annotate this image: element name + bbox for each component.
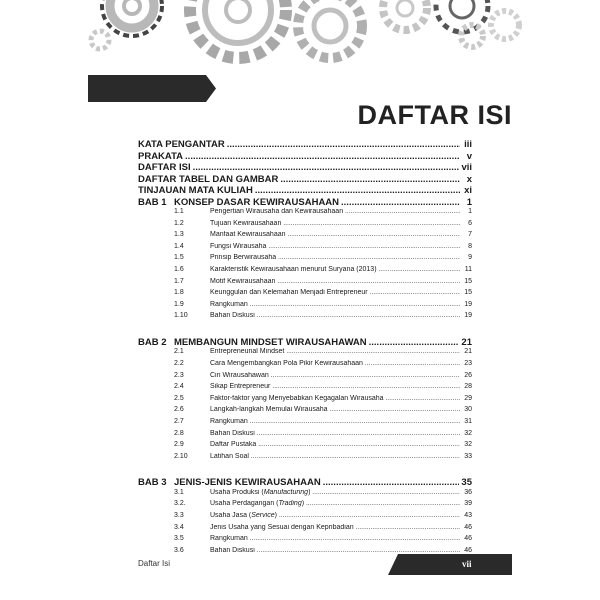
section-row xyxy=(174,254,472,266)
section-title-pre: Usaha Produksi ( xyxy=(210,488,264,496)
chapter-page: 21 xyxy=(461,336,472,348)
section-page: 29 xyxy=(464,394,472,402)
section-number: 3.2. xyxy=(174,500,186,508)
section-page: 39 xyxy=(464,500,472,508)
section-page: 11 xyxy=(464,265,472,273)
section-row xyxy=(174,243,472,255)
section-row xyxy=(174,372,472,384)
chapter-number: BAB 2 xyxy=(138,336,167,348)
dot-leader xyxy=(306,501,460,507)
section-title: Ciri Wirausahawan xyxy=(210,371,269,379)
section-page: 7 xyxy=(468,231,472,239)
section-title: Rangkuman xyxy=(210,535,248,543)
section-title-pre: Usaha Jasa ( xyxy=(210,512,252,520)
chapter-row xyxy=(138,197,472,209)
section-title: Prinsip Berwirausaha xyxy=(210,254,277,262)
dot-leader xyxy=(258,442,460,448)
section-list xyxy=(174,208,472,324)
section-title: Rangkuman xyxy=(210,300,248,308)
chapter-number: BAB 3 xyxy=(138,477,167,489)
section-number: 1.4 xyxy=(174,242,184,250)
dot-leader xyxy=(268,244,460,250)
footer-section-label: Daftar Isi xyxy=(138,559,171,568)
section-title-post: ) xyxy=(274,512,277,520)
dot-leader xyxy=(250,302,460,308)
gear-icon-large xyxy=(190,0,286,58)
front-matter-label: DAFTAR ISI xyxy=(138,162,191,173)
section-page: 36 xyxy=(464,488,472,496)
section-title: Sikap Entrepreneur xyxy=(210,383,271,391)
section-row xyxy=(174,220,472,232)
section-page: 21 xyxy=(464,348,472,356)
section-row xyxy=(174,418,472,430)
section-title-italic: Service xyxy=(251,512,275,520)
section-number: 1.8 xyxy=(174,289,184,297)
section-page: 32 xyxy=(464,429,472,437)
section-page: 32 xyxy=(464,441,472,449)
section-number: 2.3 xyxy=(174,371,184,379)
dot-leader xyxy=(286,349,460,355)
section-title-italic: Manufacturing xyxy=(263,488,309,496)
front-matter-label: DAFTAR TABEL DAN GAMBAR xyxy=(138,173,279,185)
chapter-row xyxy=(138,477,472,489)
section-row xyxy=(174,289,472,301)
front-matter-label: TINJAUAN MATA KULIAH xyxy=(138,185,253,196)
dot-leader xyxy=(272,384,460,390)
section-row xyxy=(174,453,472,465)
gear-icon-tiny-left xyxy=(91,31,109,49)
chapter-title: JENIS-JENIS KEWIRAUSAHAAN xyxy=(174,477,321,489)
dot-leader xyxy=(250,536,460,542)
section-row xyxy=(174,278,472,290)
section-row xyxy=(174,266,472,278)
section-title: Karakteristik Kewirausahaan menurut Suryana (2013) xyxy=(210,265,377,273)
section-number: 2.7 xyxy=(174,418,184,425)
section-number: 2.5 xyxy=(174,394,184,402)
section-number: 1.2 xyxy=(174,219,184,227)
section-number: 2.1 xyxy=(174,348,184,356)
section-list xyxy=(174,348,472,464)
dot-leader xyxy=(365,361,460,367)
section-title: Entrepreneurial Mindset xyxy=(210,348,285,356)
dot-leader xyxy=(278,255,460,261)
section-title-italic: Trading xyxy=(278,500,302,508)
section-page: 9 xyxy=(468,254,472,262)
page-title: DAFTAR ISI xyxy=(357,100,512,130)
section-title: Bahan Diskusi xyxy=(210,429,255,437)
section-page: 31 xyxy=(464,418,472,425)
section-page: 46 xyxy=(464,535,472,543)
section-number: 1.1 xyxy=(174,208,184,215)
dot-leader xyxy=(257,431,460,437)
section-title: Tujuan Kewirausahaan xyxy=(210,219,282,227)
section-row xyxy=(174,489,472,501)
front-matter-label: PRAKATA xyxy=(138,150,184,162)
gear-icon-right xyxy=(383,0,427,30)
dot-leader xyxy=(379,267,460,273)
section-page: 1 xyxy=(468,208,472,215)
section-row xyxy=(174,524,472,536)
section-title-post: ) xyxy=(308,488,311,496)
section-number: 2.6 xyxy=(174,406,184,414)
section-row xyxy=(174,312,472,324)
front-matter-page: iii xyxy=(464,139,472,150)
front-matter-page: x xyxy=(466,173,472,185)
section-row xyxy=(174,383,472,395)
gear-icon-edge xyxy=(491,11,519,39)
section-row xyxy=(174,500,472,512)
section-title: Bahan Diskusi xyxy=(210,546,255,554)
dot-leader xyxy=(193,162,460,173)
front-matter-row xyxy=(138,185,472,197)
section-number: 2.9 xyxy=(174,441,184,449)
section-title: Jenis Usaha yang Sesuai dengan Kepribadian xyxy=(210,523,354,531)
front-matter-row xyxy=(138,174,472,186)
section-title xyxy=(210,489,310,496)
dot-leader xyxy=(280,174,460,185)
dot-leader xyxy=(288,232,461,238)
dot-leader xyxy=(312,490,460,496)
section-number: 3.6 xyxy=(174,546,184,554)
section-page: 46 xyxy=(464,546,472,554)
section-page: 30 xyxy=(464,406,472,414)
section-title: Latihan Soal xyxy=(210,452,249,460)
section-page: 15 xyxy=(464,289,472,297)
section-page: 28 xyxy=(464,383,472,391)
dot-leader xyxy=(386,396,460,402)
dot-leader xyxy=(257,313,460,319)
section-row xyxy=(174,406,472,418)
chapter-number: BAB 1 xyxy=(138,196,167,208)
dot-leader xyxy=(251,454,460,460)
dot-leader xyxy=(341,197,460,208)
section-number: 2.2 xyxy=(174,360,184,368)
section-number: 1.5 xyxy=(174,254,184,262)
section-row xyxy=(174,430,472,442)
section-title: Rangkuman xyxy=(210,418,248,425)
section-number: 1.10 xyxy=(174,312,188,320)
front-matter-page: vii xyxy=(461,162,472,173)
section-number: 3.1 xyxy=(174,488,184,496)
chapter-page: 35 xyxy=(461,477,472,489)
section-number: 2.10 xyxy=(174,452,188,460)
front-matter-row xyxy=(138,162,472,174)
dot-leader xyxy=(323,477,460,488)
section-number: 1.7 xyxy=(174,277,184,285)
section-row xyxy=(174,208,472,220)
section-row xyxy=(174,512,472,524)
section-page: 46 xyxy=(464,523,472,531)
dot-leader xyxy=(255,185,460,196)
section-page: 23 xyxy=(464,360,472,368)
section-title xyxy=(210,512,277,519)
gears-decoration xyxy=(0,0,600,80)
section-title: Faktor-faktor yang Menyebabkan Kegagalan Wirausaha xyxy=(210,394,384,402)
section-number: 3.4 xyxy=(174,523,184,531)
section-page: 43 xyxy=(464,512,472,520)
section-title: Daftar Pustaka xyxy=(210,441,257,449)
section-page: 33 xyxy=(464,452,472,460)
section-row xyxy=(174,395,472,407)
dot-leader xyxy=(283,221,460,227)
table-of-contents xyxy=(138,139,472,558)
section-title xyxy=(210,500,304,507)
section-row xyxy=(174,535,472,547)
chapter-spacer xyxy=(138,324,472,337)
gear-icon-left xyxy=(110,0,154,28)
section-title: Bahan Diskusi xyxy=(210,312,255,320)
section-title: Motif Kewirausahaan xyxy=(210,277,276,285)
footer-page-number: vii xyxy=(462,559,472,569)
dot-leader xyxy=(277,279,460,285)
dot-leader xyxy=(370,290,460,296)
section-page: 15 xyxy=(464,277,472,285)
dot-leader xyxy=(227,139,460,150)
section-row xyxy=(174,348,472,360)
chapter-title: KONSEP DASAR KEWIRAUSAHAAN xyxy=(174,196,340,208)
section-row xyxy=(174,360,472,372)
section-page: 19 xyxy=(464,300,472,308)
dot-leader xyxy=(369,337,460,348)
section-page: 8 xyxy=(468,242,472,250)
section-title: Keunggulan dan Kelemahan Menjadi Entrepreneur xyxy=(210,289,368,297)
section-row xyxy=(174,231,472,243)
footer-page-bar xyxy=(388,554,512,575)
section-number: 2.8 xyxy=(174,429,184,437)
section-list xyxy=(174,489,472,559)
section-title-pre: Usaha Perdagangan ( xyxy=(210,500,279,508)
section-title: Fungsi Wirausaha xyxy=(210,242,267,250)
section-row xyxy=(174,441,472,453)
section-title: Manfaat Kewirausahaan xyxy=(210,231,286,239)
dot-leader xyxy=(345,209,460,215)
front-matter-page: v xyxy=(466,150,472,162)
section-row xyxy=(174,301,472,313)
section-title-post: ) xyxy=(301,500,305,508)
chapter-spacer xyxy=(138,464,472,477)
section-page: 26 xyxy=(464,371,472,379)
gear-icon-medium xyxy=(298,0,362,58)
chapter-page: 1 xyxy=(466,196,472,208)
dot-leader xyxy=(330,407,460,413)
section-title: Cara Mengembangkan Pola Pikir Kewirausahaan xyxy=(210,360,363,368)
chapter-row xyxy=(138,337,472,349)
dot-leader xyxy=(279,513,460,519)
title-banner xyxy=(88,75,216,102)
front-matter-row xyxy=(138,151,472,163)
dot-leader xyxy=(185,151,460,162)
front-matter-page: xi xyxy=(464,185,472,196)
chapter-title: MEMBANGUN MINDSET WIRAUSAHAWAN xyxy=(174,336,367,348)
front-matter-row xyxy=(138,139,472,151)
section-page: 19 xyxy=(464,312,472,320)
section-title: Langkah-langkah Memulai Wirausaha xyxy=(210,406,328,414)
dot-leader xyxy=(250,419,460,425)
dot-leader xyxy=(271,373,460,379)
section-title: Pengertian Wirausaha dan Kewirausahaan xyxy=(210,208,344,215)
section-number: 1.3 xyxy=(174,231,184,239)
section-number: 1.9 xyxy=(174,300,184,308)
section-number: 2.4 xyxy=(174,383,184,391)
section-number: 1.6 xyxy=(174,265,184,273)
dot-leader xyxy=(257,548,460,554)
section-number: 3.3 xyxy=(174,512,184,520)
section-number: 3.5 xyxy=(174,535,184,543)
front-matter-label: KATA PENGANTAR xyxy=(138,139,225,150)
dot-leader xyxy=(356,525,460,531)
section-page: 6 xyxy=(468,219,472,227)
